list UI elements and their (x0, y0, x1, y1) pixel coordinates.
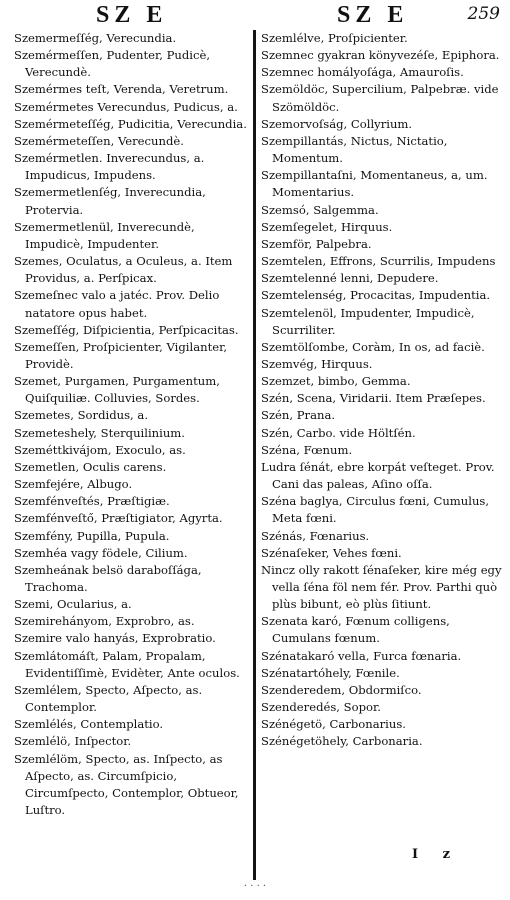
entry: Szenderedem, Obdormiſco. (261, 682, 422, 697)
entry: Ludra ſénát, ebre korpát veſteget. Prov. Cani das paleas, Aſino oſſa. (261, 459, 495, 492)
entry: Szempillantaſni, Momentaneus, a, um. Momentarius. (261, 168, 488, 200)
entry: Szemvég, Hirquus. (261, 356, 373, 371)
entry: Szemermetlenül, Inverecundè, Impudicè, Impudenter. (14, 219, 195, 251)
entry: Szemſegelet, Hirquus. (261, 219, 393, 234)
entry: Szemfény, Pupilla, Pupula. (14, 528, 170, 543)
entry: Szemsó, Salgemma. (261, 202, 379, 217)
entry: Szemetes, Sordidus, a. (14, 408, 149, 423)
entry: Széna baglya, Circulus fœni, Cumulus, Meta fœni. (261, 494, 490, 526)
entry: Szén, Prana. (261, 408, 336, 423)
entry: Szemlélem, Specto, Aſpecto, as. Contemplor. (14, 682, 203, 715)
entry: Szemheának belsö daraboſſága, Trachoma. (14, 562, 202, 594)
entry: Szempillantás, Nictus, Nictatio, Momentum. (261, 133, 448, 166)
entry: Szemtölſombe, Coràm, In os, ad faciè. (261, 339, 485, 354)
entry: Szénás, Fœnarius. (261, 528, 370, 543)
entry: Szénégetö, Carbonarius. (261, 717, 406, 732)
entry: Szemeſſen, Proſpicienter, Vigilanter, Providè. (14, 339, 228, 371)
entry: Szén, Scena, Viridarii. Item Præſepes. (261, 391, 486, 406)
entry: Szemzet, bimbo, Gemma. (261, 374, 411, 389)
entry: Szemtelenöl, Impudenter, Impudicè, Scurriliter. (261, 305, 475, 337)
entry: Szemérmeſſen, Pudenter, Pudicè, Verecundè. (14, 48, 211, 80)
entry: Nincz olly rakott ſénaſeker, kire még egy vella ſéna föl nem fér. Prov. Parthi quò plùs bibunt, eò plùs ſitiunt. (261, 562, 502, 612)
entry: Szenderedés, Sopor. (261, 700, 381, 715)
entry: Szemi, Ocularius, a. (14, 597, 132, 612)
entry: Szemför, Palpebra. (261, 236, 372, 251)
page-number: 259 (467, 4, 500, 24)
entry: Szemfejére, Albugo. (14, 477, 133, 492)
entry: Szemlélöm, Specto, as. Inſpecto, as Aſpecto, as. Circumſpicio, Circumſpecto, Contemplor, Obtueor, Luſtro. (14, 751, 239, 818)
left-column (14, 30, 250, 819)
right-column (261, 30, 504, 751)
entry: Szemtelen, Effrons, Scurrilis, Impudens (261, 254, 496, 269)
entry: Szemeteshely, Sterquilinium. (14, 425, 185, 440)
entry: Szemérmes teſt, Verenda, Veretrum. (14, 82, 229, 97)
entry: Szeméttkivájom, Exoculo, as. (14, 442, 186, 457)
entry: Szemnec homályoſága, Amauroſis. (261, 65, 464, 80)
entry: Szemermeſſég, Verecundia. (14, 31, 177, 45)
entry: Szemfénveſtő, Præſtigiator, Agyrta. (14, 511, 223, 526)
entry: Szemes, Oculatus, a Oculeus, a. Item Providus, a. Perſpicax. (14, 254, 233, 286)
entry: Széna, Fœnum. (261, 442, 353, 457)
entry: Szemnec gyakran könyvezéſe, Epiphora. (261, 48, 500, 63)
entry: Szemeſnec valo a jatéc. Prov. Delio natatore opus habet. (14, 288, 220, 320)
entry: Szemhéa vagy födele, Cilium. (14, 545, 188, 560)
entry: Szemöldöc, Supercilium, Palpebræ. vide Szömöldöc. (261, 82, 499, 114)
entry: Szemérmeteſſég, Pudicitia, Verecundia. (14, 116, 247, 131)
entry: Szemtelenné lenni, Depudere. (261, 271, 439, 286)
entry: Szemlélö, Inſpector. (14, 734, 132, 749)
entry: Szemirehányom, Exprobro, as. (14, 614, 195, 629)
entry: Szenata karó, Fœnum colligens, Cumulans fœnum. (261, 614, 450, 646)
entry: Szén, Carbo. vide Höltſén. (261, 425, 416, 440)
column-divider (253, 30, 256, 880)
entry: Szemtelenség, Procacitas, Impudentia. (261, 288, 491, 303)
entry: Szemetlen, Oculis carens. (14, 459, 167, 474)
entry: Szénégetöhely, Carbonaria. (261, 734, 423, 749)
running-header-left: SZ E (96, 2, 168, 28)
running-header-right: SZ E (337, 2, 409, 28)
entry: Szemlélés, Contemplatio. (14, 717, 164, 732)
signature-mark: I z (412, 847, 460, 862)
entry: Szemet, Purgamen, Purgamentum, Quiſquiliæ. Colluvies, Sordes. (14, 374, 220, 406)
entry: Szemlélve, Proſpicienter. (261, 31, 408, 45)
footer-dots: · · · · (243, 881, 267, 892)
entry: Szemérmeteſſen, Verecundè. (14, 133, 184, 148)
entry: Szemorvoſság, Collyrium. (261, 116, 413, 131)
entry: Szemeſſég, Diſpicientia, Perſpicacitas. (14, 322, 239, 337)
entry: Szemérmetes Verecundus, Pudicus, a. (14, 99, 238, 114)
entry: Szemérmetlen. Inverecundus, a. Impudicus, Impudens. (14, 151, 205, 183)
entry: Szemfénveſtés, Præſtigiæ. (14, 494, 170, 509)
entry: Szemlátomáſt, Palam, Propalam, Evidentiſſimè, Evidèter, Ante oculos. (14, 648, 240, 680)
entry: Szemermetlenſég, Inverecundia, Protervia. (14, 185, 206, 217)
entry: Szénatakaró vella, Furca fœnaria. (261, 648, 462, 663)
entry: Szénatartóhely, Fœnile. (261, 665, 400, 680)
entry: Szemire valo hanyás, Exprobratio. (14, 631, 216, 646)
entry: Szénaſeker, Vehes fœni. (261, 545, 402, 560)
